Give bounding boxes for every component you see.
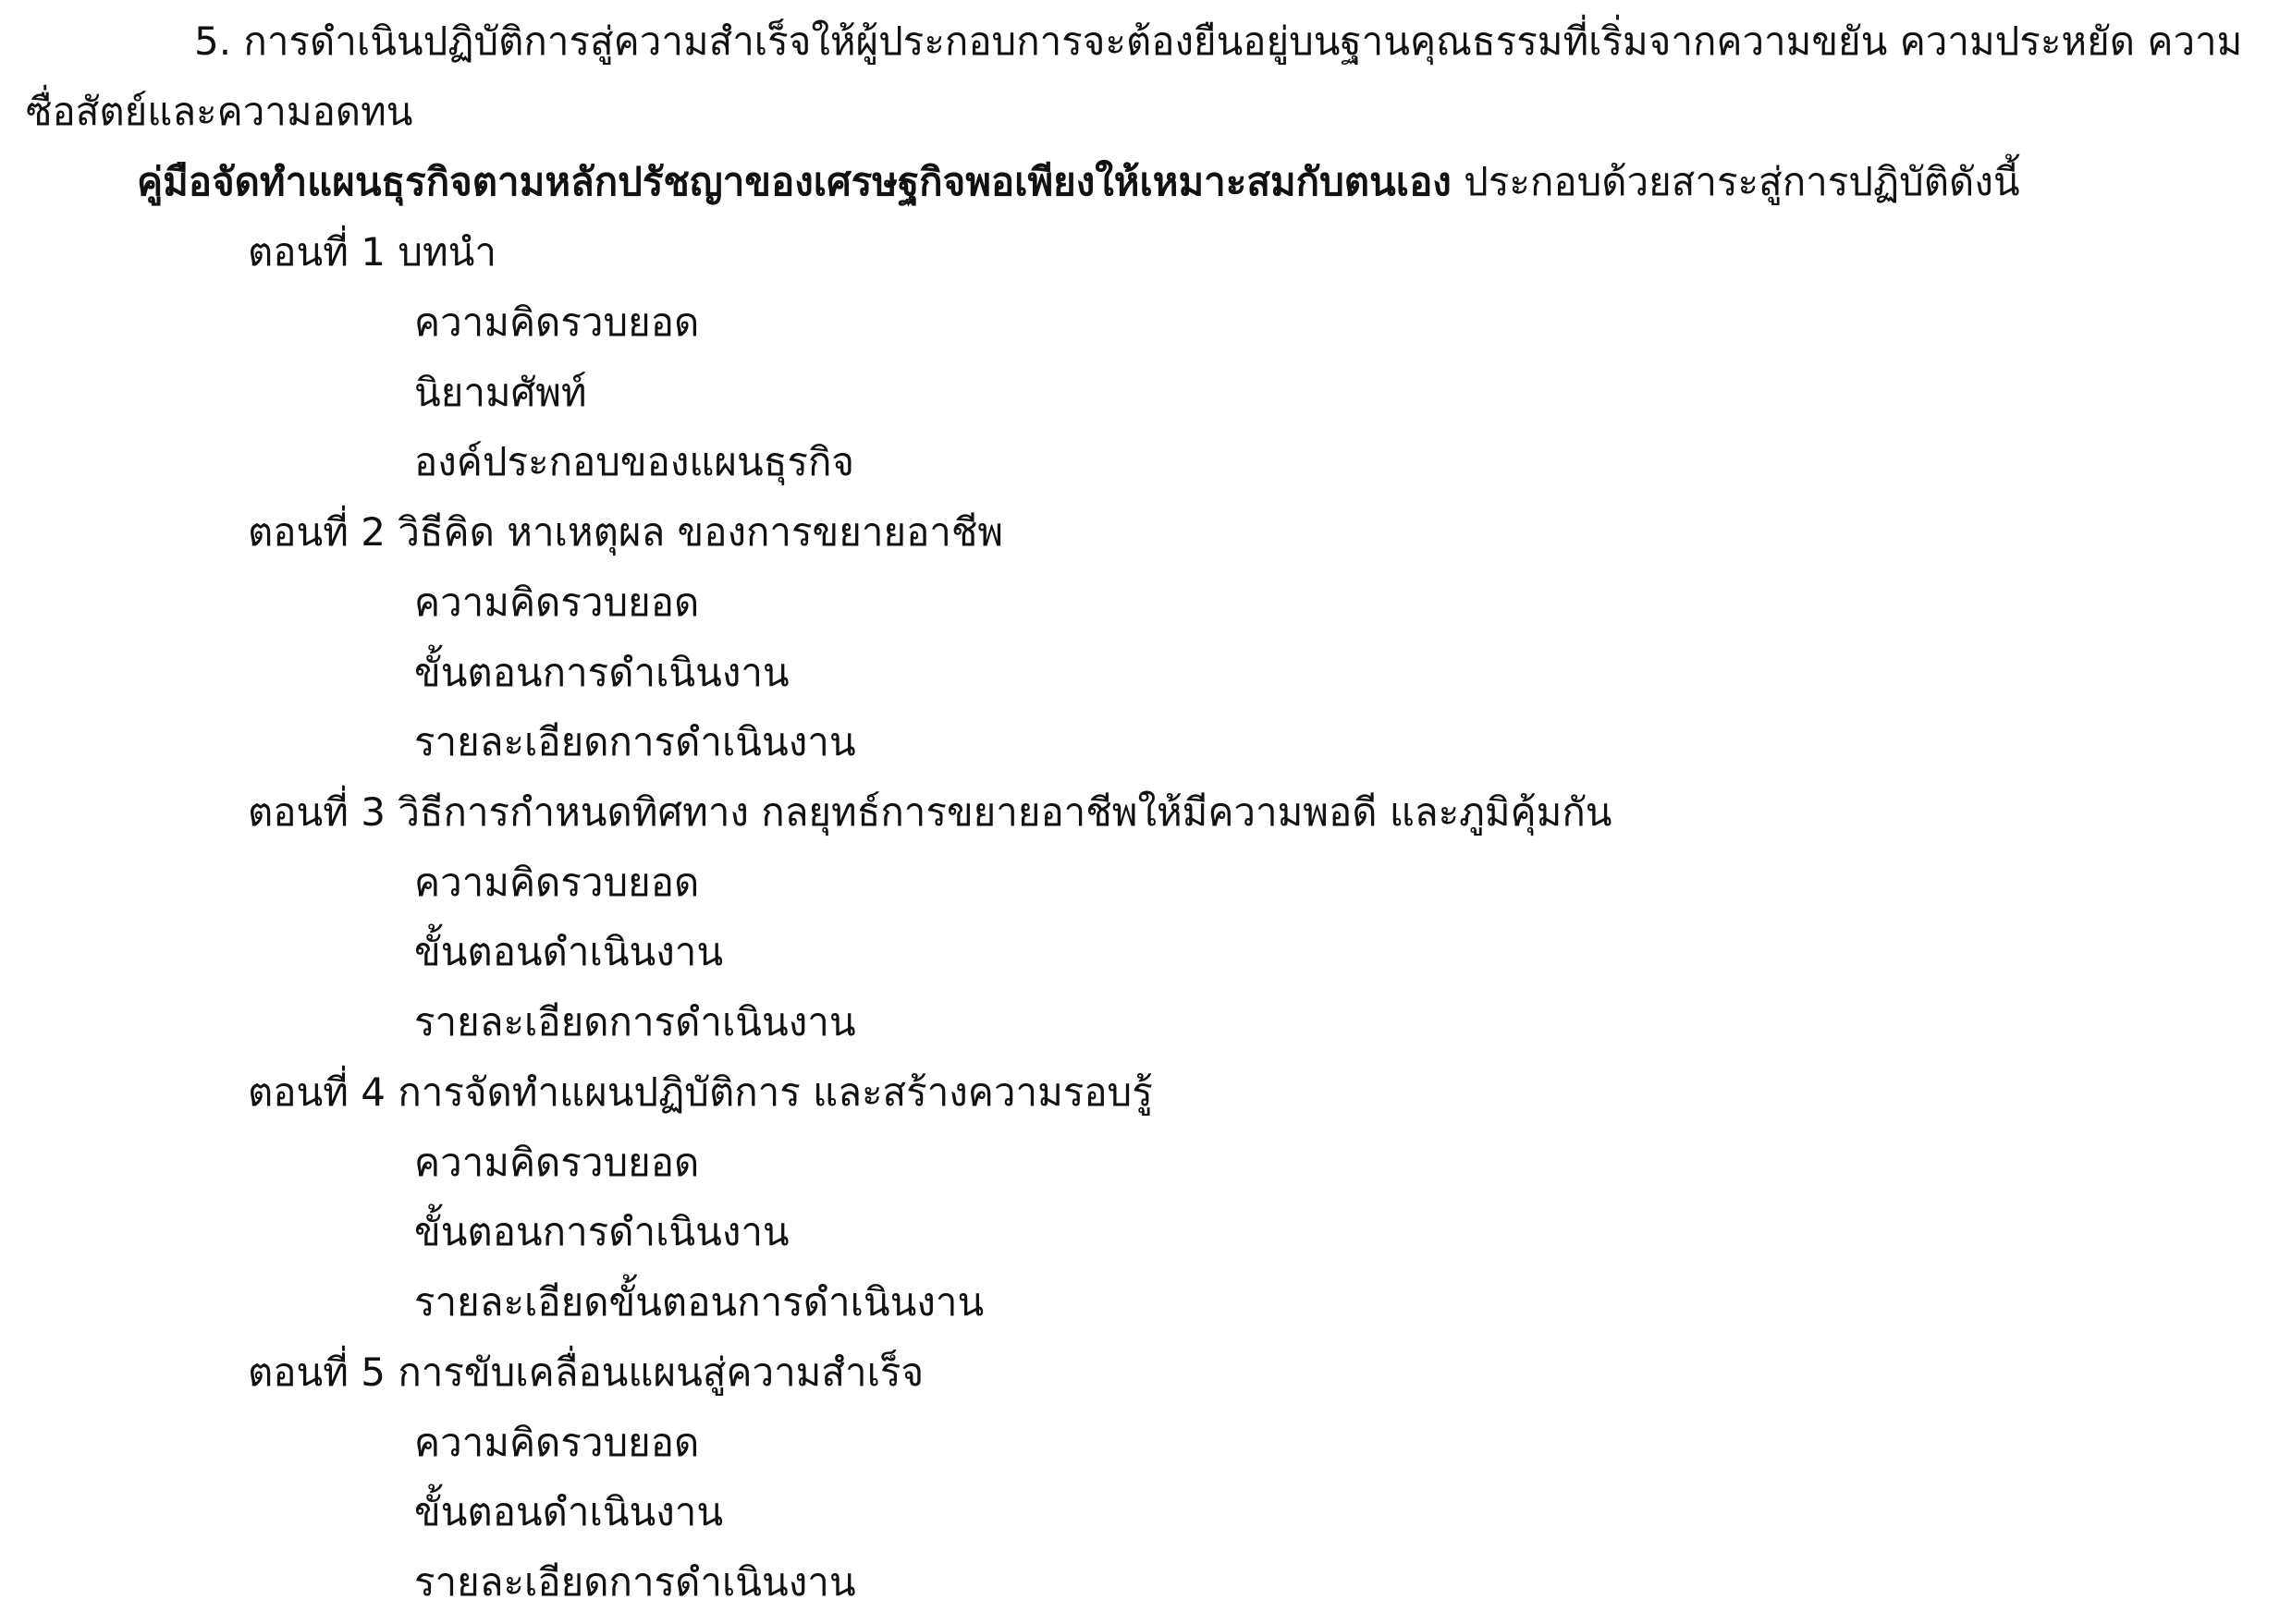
part-1-item-1: ความคิดรวบยอด (414, 299, 700, 345)
part-3-title: ตอนที่ 3 วิธีการกำหนดทิศทาง กลยุทธ์การขยายอาชีพให้มีความพอดี และภูมิคุ้มกัน (248, 789, 1612, 835)
part-2-item-3: รายละเอียดการดำเนินงาน (414, 719, 856, 764)
part-5-item-3: รายละเอียดการดำเนินงาน (414, 1559, 856, 1605)
part-5-title: ตอนที่ 5 การขับเคลื่อนแผนสู่ความสำเร็จ (248, 1349, 925, 1395)
part-1-item-3: องค์ประกอบของแผนธุรกิจ (414, 439, 854, 484)
part-3-item-3: รายละเอียดการดำเนินงาน (414, 999, 856, 1044)
part-4-title: ตอนที่ 4 การจัดทำแผนปฏิบัติการ และสร้างความรอบรู้ (248, 1069, 1153, 1115)
handbook-intro (137, 154, 2020, 210)
part-3-item-2: ขั้นตอนดำเนินงาน (414, 929, 724, 974)
part-4-item-1: ความคิดรวบยอด (414, 1140, 700, 1185)
part-1-item-2: นิยามศัพท์ (414, 370, 587, 415)
part-5-item-1: ความคิดรวบยอด (414, 1420, 700, 1465)
paragraph-5-line-2: ซื่อสัตย์และความอดทน (26, 89, 413, 134)
part-4-item-2: ขั้นตอนการดำเนินงาน (414, 1209, 790, 1254)
part-5-item-2: ขั้นตอนดำเนินงาน (414, 1489, 724, 1534)
paragraph-5-line-1: 5. การดำเนินปฏิบัติการสู่ความสำเร็จให้ผู้ประกอบการจะต้องยืนอยู่บนฐานคุณธรรมที่เริ่มจากความขยัน ความประหยัด ความ (194, 18, 2243, 64)
part-4-item-3: รายละเอียดขั้นตอนการดำเนินงาน (414, 1279, 985, 1325)
handbook-intro-rest: ประกอบด้วยสาระสู่การปฏิบัติดังนี้ (1451, 159, 2020, 204)
handbook-title: คู่มือจัดทำแผนธุรกิจตามหลักปรัชญาของเศรษฐกิจพอเพียงให้เหมาะสมกับตนเอง (137, 159, 1452, 204)
part-2-item-1: ความคิดรวบยอด (414, 580, 700, 625)
part-1-title: ตอนที่ 1 บทนำ (248, 229, 496, 275)
part-3-item-1: ความคิดรวบยอด (414, 860, 700, 905)
part-2-title: ตอนที่ 2 วิธีคิด หาเหตุผล ของการขยายอาชีพ (248, 509, 1004, 555)
part-2-item-2: ขั้นตอนการดำเนินงาน (414, 650, 790, 695)
